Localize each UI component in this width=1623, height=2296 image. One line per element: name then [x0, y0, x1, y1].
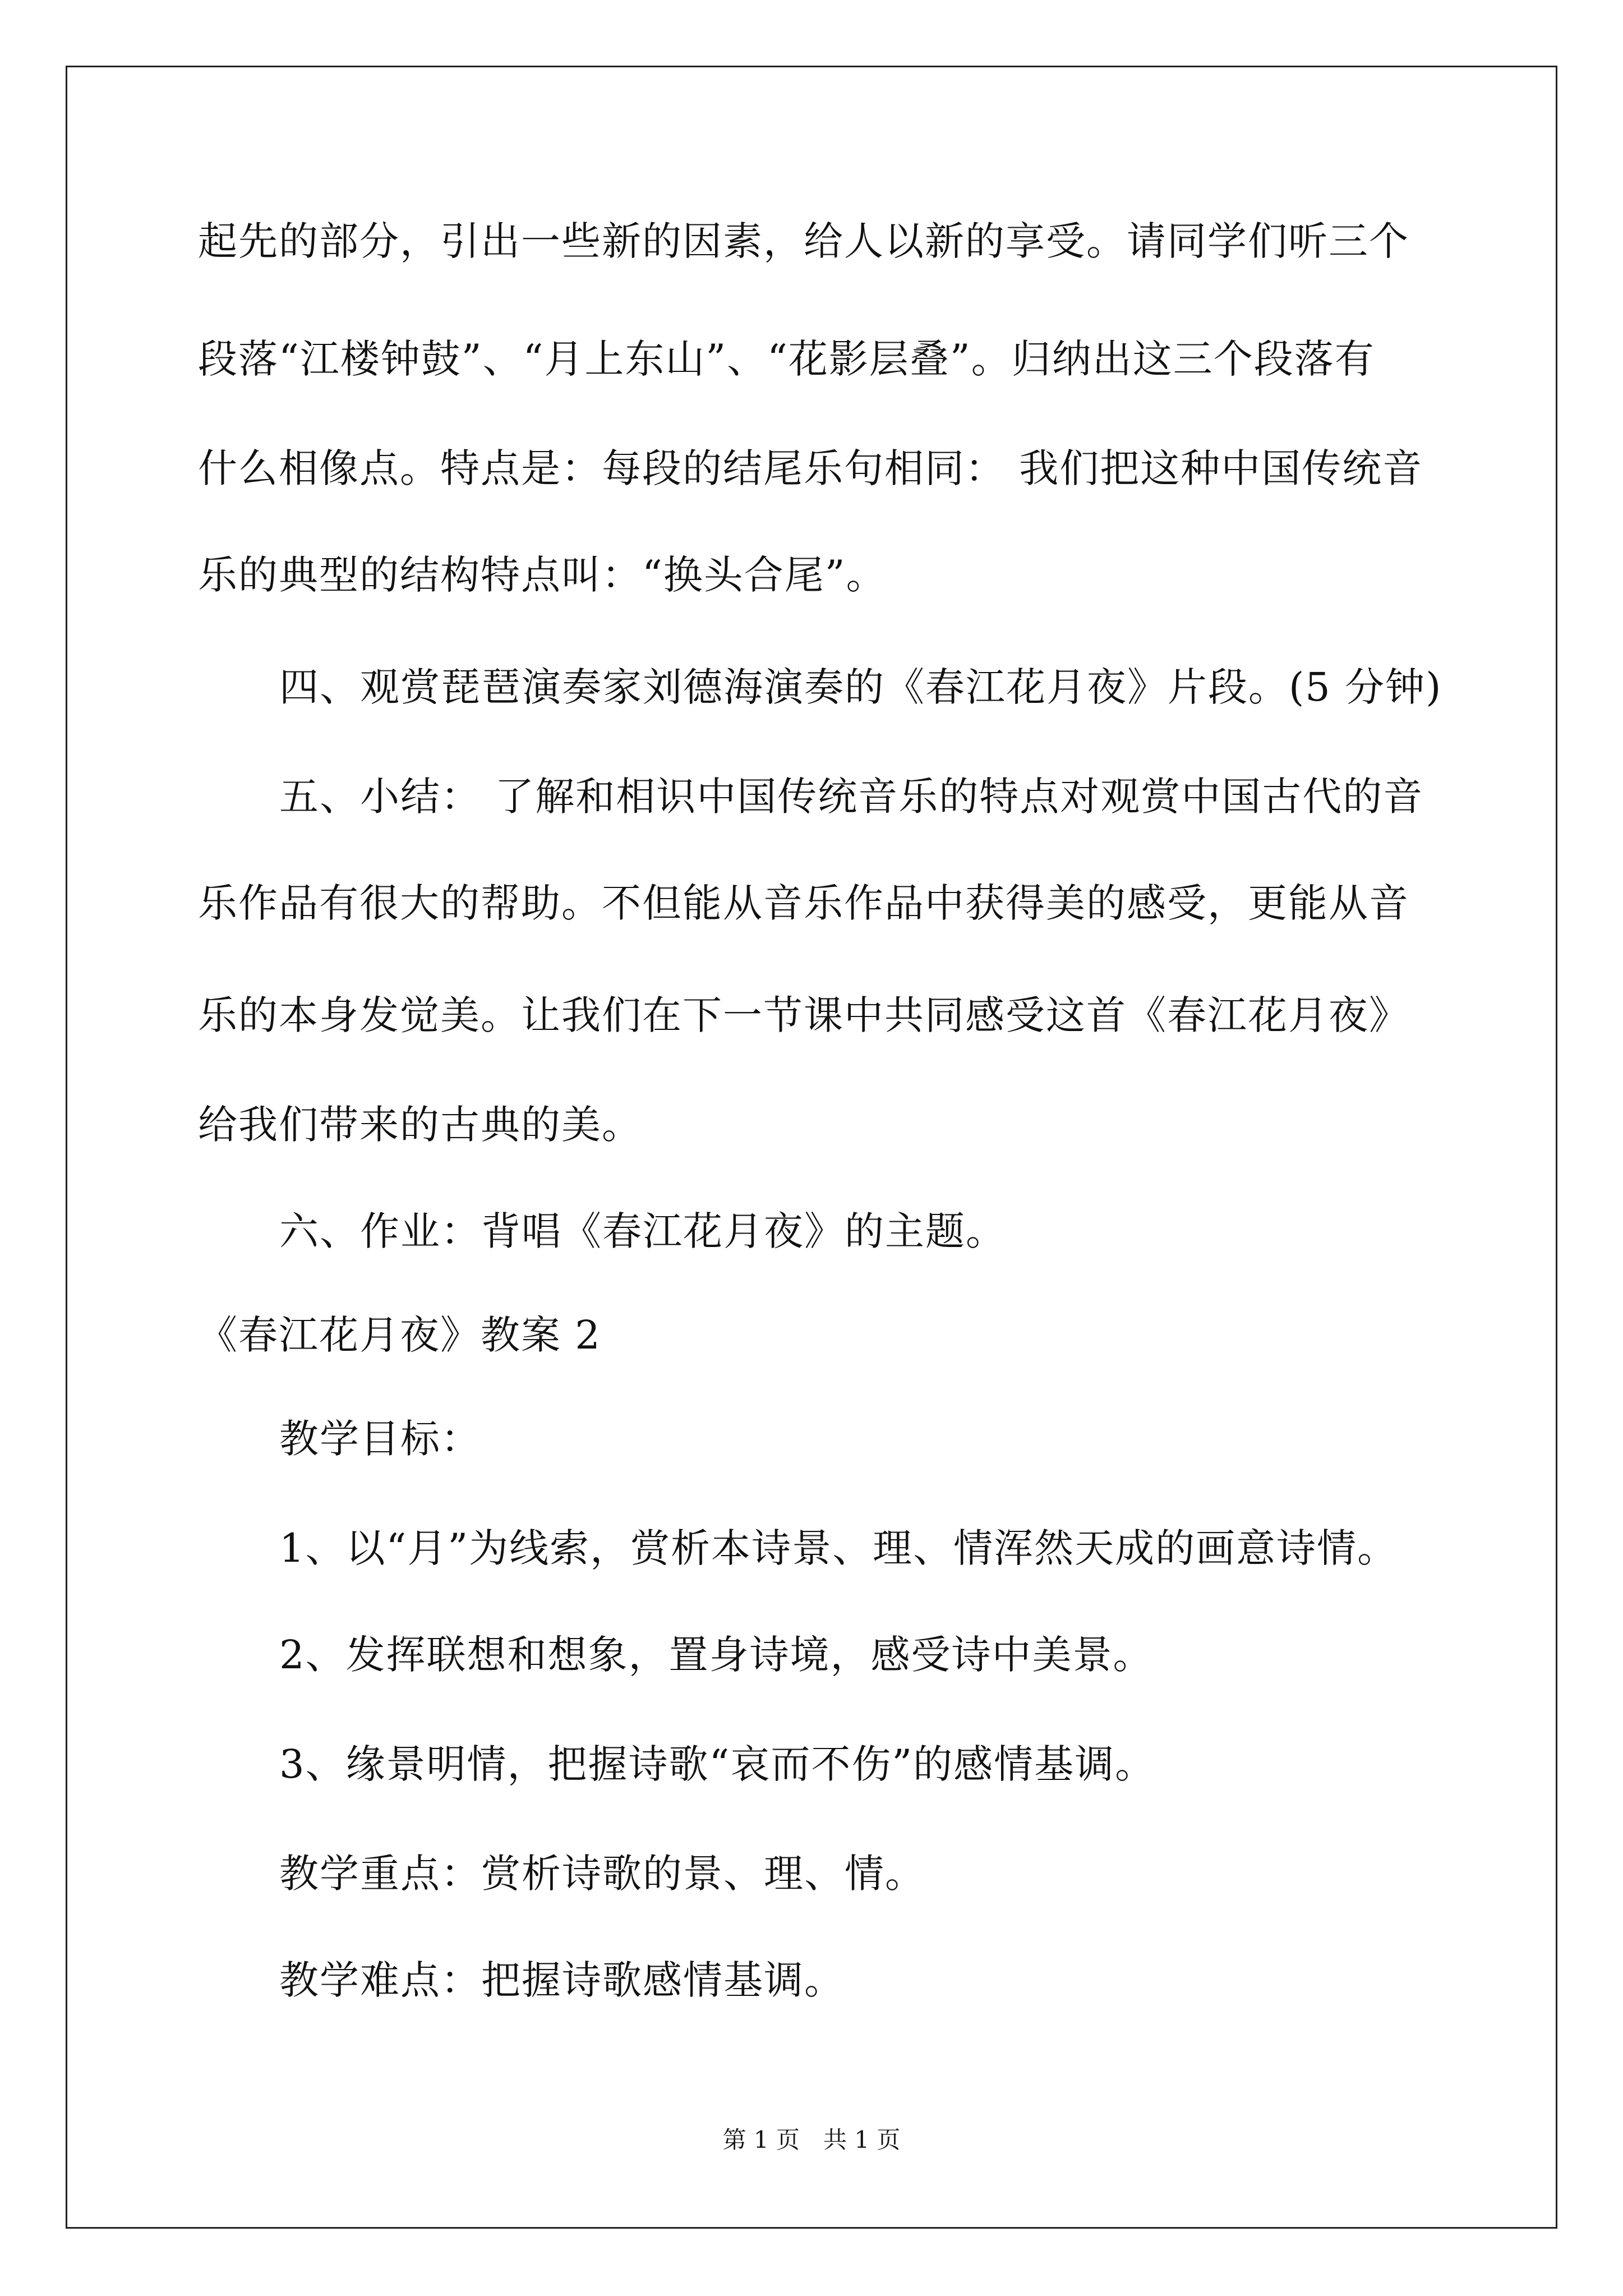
body-line: 教学难点：把握诗歌感情基调。 — [279, 1957, 845, 2003]
body-line: 起先的部分，引出一些新的因素，给人以新的享受。请同学们听三个 — [198, 218, 1409, 264]
body-line: 段落“江楼钟鼓”、“月上东山”、“花影层叠”。归纳出这三个段落有 — [198, 336, 1375, 382]
body-line: 教学目标： — [279, 1416, 481, 1462]
body-line: 教学重点：赏析诗歌的景、理、情。 — [279, 1851, 925, 1897]
section-heading: 《春江花月夜》教案 2 — [198, 1312, 601, 1358]
page-footer: 第 1 页 共 1 页 — [722, 2126, 901, 2154]
body-line: 2、发挥联想和想象，置身诗境，感受诗中美景。 — [279, 1632, 1154, 1678]
body-line: 乐作品有很大的帮助。不但能从音乐作品中获得美的感受，更能从音 — [198, 880, 1409, 926]
body-line: 什么相像点。特点是：每段的结尾乐句相同： 我们把这种中国传统音 — [198, 445, 1423, 491]
body-line: 乐的本身发觉美。让我们在下一节课中共同感受这首《春江花月夜》 — [198, 992, 1409, 1038]
body-line: 给我们带来的古典的美。 — [198, 1102, 642, 1148]
body-line: 乐的典型的结构特点叫：“换头合尾”。 — [198, 552, 887, 598]
body-line: 3、缘景明情，把握诗歌“哀而不伤”的感情基调。 — [279, 1741, 1156, 1787]
body-line: 六、作业：背唱《春江花月夜》的主题。 — [279, 1208, 1006, 1254]
body-line: 五、小结： 了解和相识中国传统音乐的特点对观赏中国古代的音 — [279, 774, 1424, 820]
body-line: 四、观赏琵琶演奏家刘德海演奏的《春江花月夜》片段。(5 分钟) — [279, 664, 1442, 710]
body-line: 1、以“月”为线索，赏析本诗景、理、情浑然天成的画意诗情。 — [279, 1525, 1398, 1571]
